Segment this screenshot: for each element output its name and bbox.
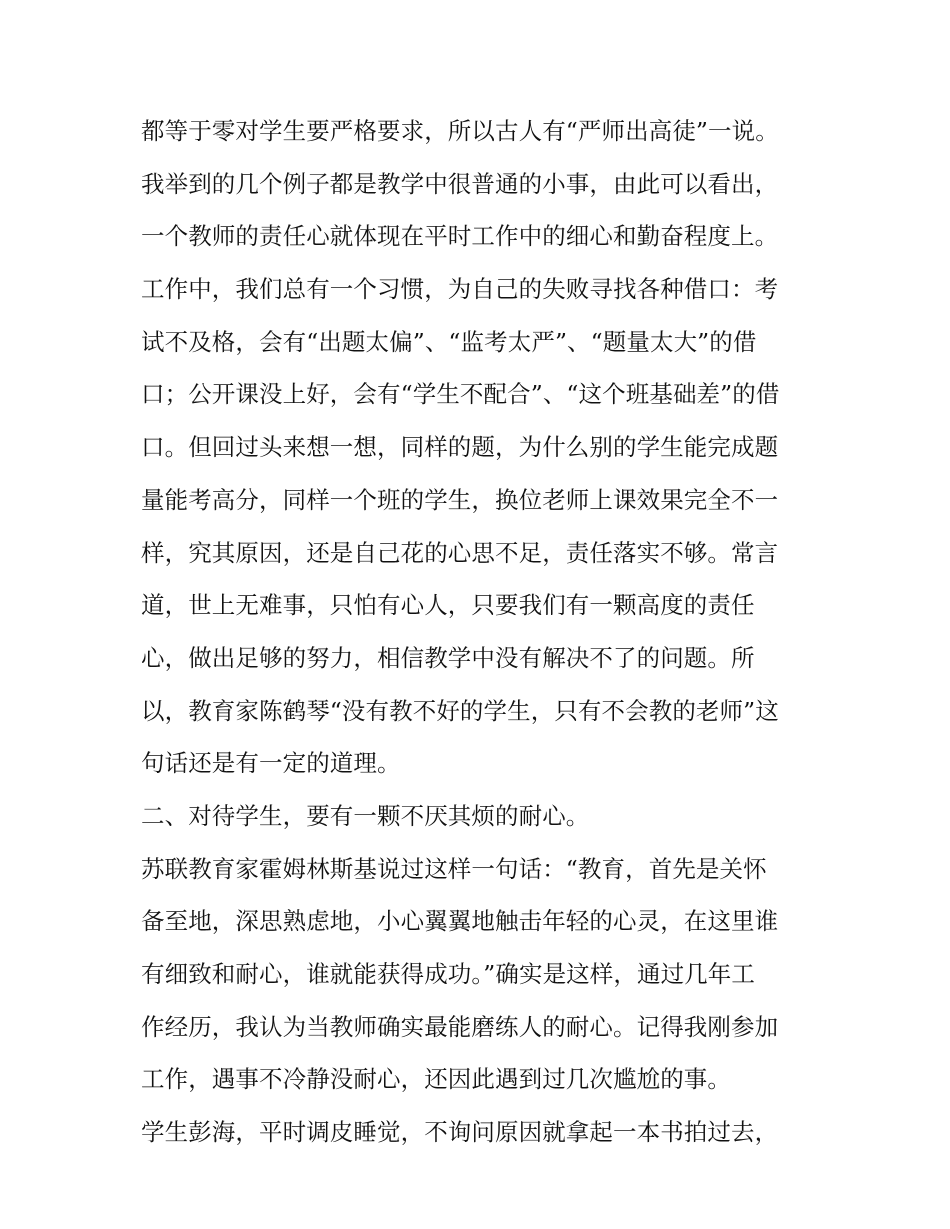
text-line: 口；公开课没上好，会有“学生不配合”、“这个班基础差”的借 bbox=[141, 380, 780, 409]
text-line: 以，教育家陈鹤琴“没有教不好的学生，只有不会教的老师”这 bbox=[141, 696, 779, 725]
text-line: 工作，遇事不冷静没耐心，还因此遇到过几次尴尬的事。 bbox=[141, 1065, 731, 1094]
text-line: 句话还是有一定的道理。 bbox=[141, 749, 401, 778]
text-line: 工作中，我们总有一个习惯，为自己的失败寻找各种借口：考 bbox=[141, 275, 779, 304]
body-text bbox=[141, 105, 821, 1159]
section-heading: 二、对待学生，要有一颗不厌其烦的耐心。 bbox=[141, 801, 590, 830]
text-line: 样，究其原因，还是自己花的心思不足，责任落实不够。常言 bbox=[141, 538, 779, 567]
text-line: 有细致和耐心，谁就能获得成功。”确实是这样，通过几年工 bbox=[141, 960, 755, 988]
text-line: 心，做出足够的努力，相信教学中没有解决不了的问题。所 bbox=[141, 643, 755, 672]
text-line: 一个教师的责任心就体现在平时工作中的细心和勤奋程度上。 bbox=[141, 222, 779, 251]
text-line: 苏联教育家霍姆林斯基说过这样一句话：“教育，首先是关怀 bbox=[141, 854, 767, 883]
text-line: 量能考高分，同样一个班的学生，换位老师上课效果完全不一 bbox=[141, 485, 779, 514]
text-line: 学生彭海，平时调皮睡觉，不询问原因就拿起一本书拍过去， bbox=[141, 1118, 779, 1147]
text-line: 都等于零对学生要严格要求，所以古人有“严师出高徒”一说。 bbox=[141, 117, 779, 145]
text-line: 试不及格，会有“出题太偏”、“监考太严”、“题量太大”的借 bbox=[141, 327, 757, 356]
text-line: 作经历，我认为当教师确实最能磨练人的耐心。记得我刚参加 bbox=[141, 1012, 779, 1041]
text-line: 口。但回过头来想一想，同样的题，为什么别的学生能完成题 bbox=[141, 433, 779, 462]
text-line: 备至地，深思熟虑地，小心翼翼地触击年轻的心灵，在这里谁 bbox=[141, 907, 779, 936]
text-line: 我举到的几个例子都是教学中很普通的小事，由此可以看出， bbox=[141, 169, 779, 198]
text-line: 道，世上无难事，只怕有心人，只要我们有一颗高度的责任 bbox=[141, 591, 755, 620]
